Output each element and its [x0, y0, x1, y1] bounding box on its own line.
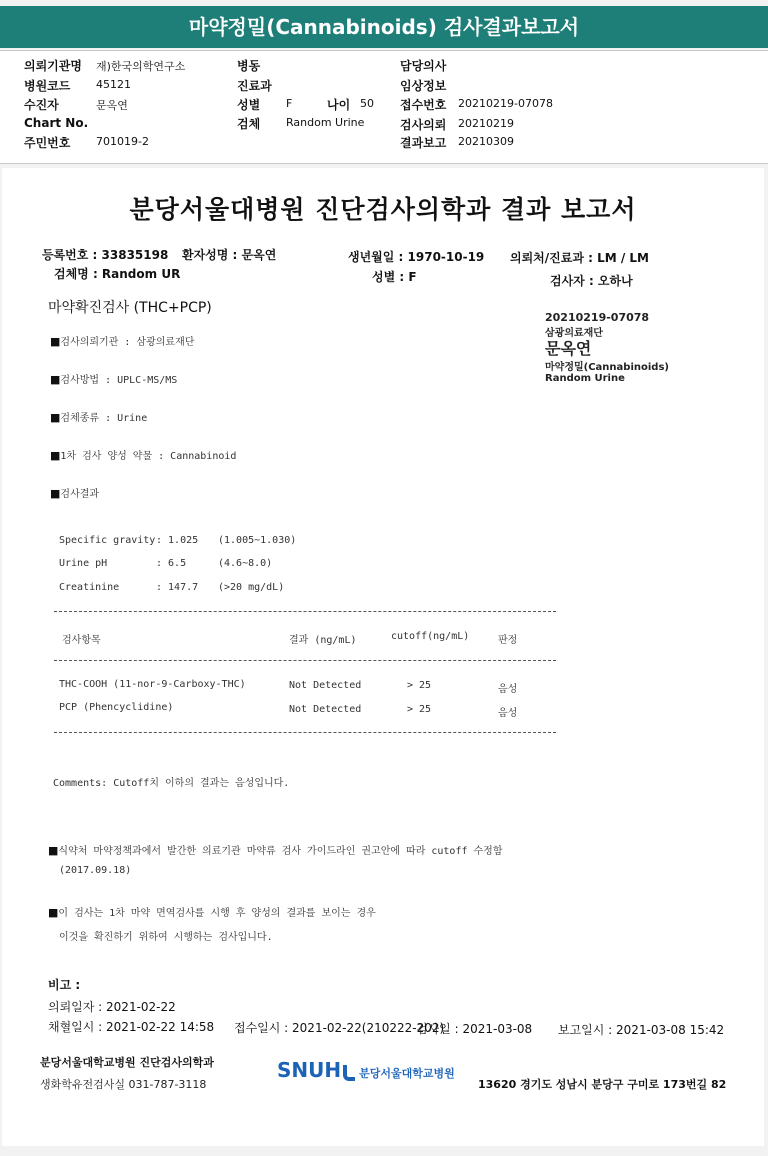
note-confirm-line1: 이 검사는 1차 마약 면역검사를 시행 후 양성의 결과를 보이는 경우 — [58, 908, 376, 919]
report-time: 보고일시 : 2021-03-08 15:42 — [558, 1023, 725, 1037]
footer-address: 13620 경기도 성남시 분당구 구미로 173번길 82 — [478, 1078, 727, 1091]
report-banner — [0, 6, 768, 48]
sex-label: 성별 — [237, 98, 261, 112]
report-value: 20210309 — [458, 135, 514, 148]
urine-value: : 147.7 — [156, 582, 199, 593]
request-label: 검사의뢰 — [400, 118, 447, 132]
footer-phone: 생화학유전검사실 031-787-3118 — [40, 1078, 207, 1091]
report-label: 결과보고 — [400, 136, 447, 150]
table-header: 판정 — [498, 635, 518, 646]
table-header: cutoff(ng/mL) — [391, 631, 470, 642]
table-header: 결과 (ng/mL) — [289, 635, 357, 646]
hospital-code-value: 45121 — [96, 78, 131, 91]
receipt-value: 20210219-07078 — [458, 97, 553, 110]
test-date: 검사일 : 2021-03-08 — [416, 1022, 533, 1036]
bullet-first-positive-text: 1차 검사 양성 약물 : Cannabinoid — [60, 451, 237, 462]
snuh-logo — [277, 1058, 455, 1082]
urine-name: Urine pH — [59, 558, 108, 569]
urine-value: : 1.025 — [156, 535, 199, 546]
document-title: 분당서울대병원 진단검사의학과 결과 보고서 — [129, 195, 637, 224]
comments: Comments: Cutoff치 이하의 결과는 음성입니다. — [53, 778, 290, 789]
dept-label: 진료과 — [237, 79, 272, 93]
remarks: 비고 : — [48, 978, 81, 992]
specimen-value: Random Urine — [286, 116, 365, 129]
sample-stamp — [545, 311, 669, 384]
stamp-name: 문옥연 — [545, 339, 592, 358]
bullet-specimen-type: ■검체종류 : Urine — [50, 411, 148, 424]
registration-number: 등록번호 : 33835198 — [42, 248, 169, 262]
banner-title: 마약정밀(Cannabinoids) 검사결과보고서 — [188, 15, 580, 39]
logo-text: SNUH — [277, 1058, 342, 1082]
urine-name: Creatinine — [59, 582, 120, 593]
clinical-label: 임상정보 — [400, 79, 447, 93]
bullet-results-text: 검사결과 — [60, 489, 100, 500]
hospital-code-label: 병원코드 — [24, 79, 71, 93]
institution-label: 의뢰기관명 — [24, 59, 82, 73]
request-value: 20210219 — [458, 117, 514, 130]
urine-value: : 6.5 — [156, 558, 187, 569]
patient-name: 환자성명 : 문옥연 — [182, 248, 277, 262]
examinee-label: 수진자 — [24, 98, 59, 112]
table-cell: > 25 — [407, 680, 432, 691]
report-document — [2, 168, 764, 1146]
bullet-method: ■검사방법 : UPLC-MS/MS — [50, 373, 178, 386]
stamp-number: 20210219-07078 — [545, 311, 650, 324]
table-cell: THC-COOH (11-nor-9-Carboxy-THC) — [59, 679, 246, 690]
stamp-specimen: Random Urine — [545, 373, 625, 384]
table-cell: 음성 — [498, 708, 518, 719]
bullet-first-positive: ■1차 검사 양성 약물 : Cannabinoid — [50, 449, 237, 462]
receipt-time: 접수일시 : 2021-02-22(210222-202) — [234, 1021, 445, 1035]
institution-value: 재)한국의학연구소 — [96, 60, 186, 73]
sex-value: F — [286, 97, 293, 110]
specimen-label: 검체 — [237, 117, 261, 131]
bullet-results: ■검사결과 — [50, 487, 100, 500]
note-cutoff-line1: 식약처 마약정책과에서 발간한 의료기관 마약류 검사 가이드라인 권고안에 따라 cutoff 수정함 — [58, 846, 503, 857]
collection-time: 채혈일시 : 2021-02-22 14:58 — [48, 1020, 215, 1034]
age-label: 나이 — [327, 98, 351, 112]
divider — [54, 732, 556, 733]
urine-ref: (>20 mg/dL) — [218, 582, 285, 593]
requesting-dept: 의뢰처/진료과 : LM / LM — [510, 251, 650, 265]
table-header: 검사항목 — [62, 635, 101, 646]
bullet-institution-text: 검사의뢰기관 : 삼광의료재단 — [60, 337, 195, 348]
urine-ref: (4.6~8.0) — [218, 558, 273, 569]
table-cell: > 25 — [407, 704, 432, 715]
table-cell: PCP (Phencyclidine) — [59, 702, 174, 713]
bullet-specimen-type-text: 검체종류 : Urine — [60, 413, 148, 424]
birth-date: 생년월일 : 1970-10-19 — [348, 250, 485, 264]
footer-dept: 분당서울대학교병원 진단검사의학과 — [40, 1056, 214, 1069]
examinee-value: 문옥연 — [96, 99, 128, 112]
stamp-test: 마약정밀(Cannabinoids) — [545, 362, 669, 373]
note-confirm-line2: 이것을 확진하기 위하여 시행하는 검사입니다. — [59, 932, 273, 943]
request-date: 의뢰일자 : 2021-02-22 — [48, 1000, 176, 1014]
urine-name: Specific gravity — [59, 535, 156, 546]
age-value: 50 — [360, 97, 374, 110]
header-info — [0, 50, 768, 164]
table-cell: 음성 — [498, 684, 518, 695]
tester-name: 검사자 : 오하나 — [550, 274, 633, 288]
receipt-label: 접수번호 — [400, 98, 447, 112]
divider — [54, 660, 556, 661]
logo-kr-text: 분당서울대학교병원 — [359, 1066, 455, 1080]
bullet-institution: ■검사의뢰기관 : 삼광의료재단 — [50, 335, 195, 348]
doctor-label: 담당의사 — [400, 59, 447, 73]
note-confirm: ■이 검사는 1차 마약 면역검사를 시행 후 양성의 결과를 보이는 경우 — [48, 906, 376, 919]
patient-sex: 성별 : F — [372, 270, 417, 284]
specimen-name: 검체명 : Random UR — [54, 267, 181, 281]
table-cell: Not Detected — [289, 704, 362, 715]
note-cutoff-line2: (2017.09.18) — [59, 865, 132, 876]
stamp-lab: 삼광의료재단 — [545, 328, 603, 339]
bullet-method-text: 검사방법 : UPLC-MS/MS — [60, 375, 178, 386]
logo-mark-icon — [343, 1065, 355, 1081]
divider — [54, 611, 556, 612]
table-cell: Not Detected — [289, 680, 362, 691]
test-name: 마약확진검사 (THC+PCP) — [48, 300, 212, 316]
resident-value: 701019-2 — [96, 135, 149, 148]
ward-label: 병동 — [237, 59, 261, 73]
chart-label: Chart No. — [24, 116, 89, 130]
resident-label: 주민번호 — [24, 136, 71, 150]
urine-ref: (1.005~1.030) — [218, 535, 297, 546]
note-cutoff: ■식약처 마약정책과에서 발간한 의료기관 마약류 검사 가이드라인 권고안에 따라 cutoff 수정함 — [48, 844, 503, 857]
